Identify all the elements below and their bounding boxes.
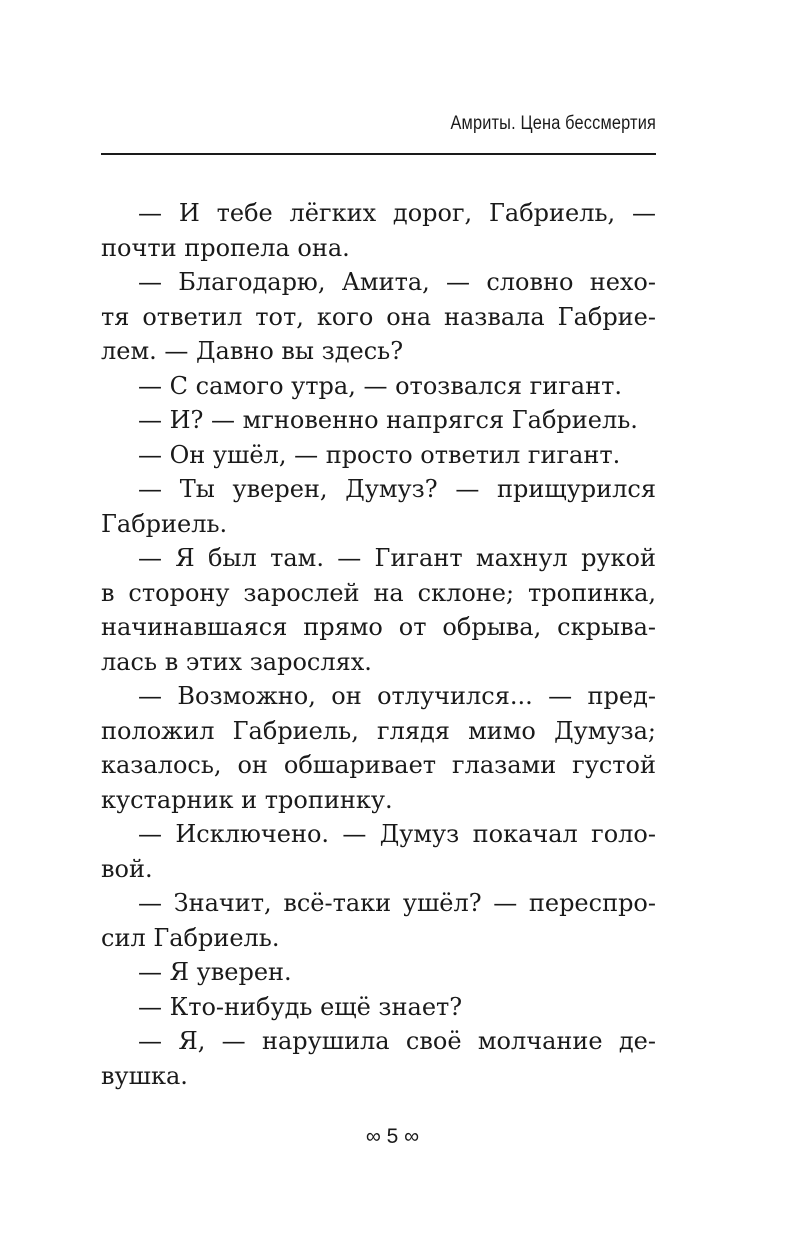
text-line: положил Габриель, глядя мимо Думуза; (101, 716, 656, 745)
text-line: — Возможно, он отлучился... — пред- (138, 682, 656, 710)
text-line: — С самого утра, — отозвался гигант. (138, 371, 622, 400)
text-line: почти пропела она. (101, 233, 350, 262)
header-rule (101, 153, 656, 155)
text-line: — Я был там. — Гигант махнул рукой (138, 544, 656, 572)
text-line: в сторону зарослей на склоне; тропинка, (101, 578, 656, 607)
text-line: — Он ушёл, — просто ответил гигант. (138, 440, 621, 469)
text-line: вой. (101, 854, 153, 883)
text-line: сил Габриель. (101, 923, 280, 952)
text-line: кустарник и тропинку. (101, 785, 393, 814)
text-line: — Благодарю, Амита, — словно нехо- (138, 268, 656, 296)
text-line: — Ты уверен, Думуз? — прищурился (138, 475, 656, 503)
text-line: начинавшаяся прямо от обрыва, скрыва- (101, 613, 656, 641)
text-line: — Я уверен. (138, 958, 292, 986)
body-text (101, 196, 656, 1093)
running-title: Амриты. Цена бессмертия (450, 113, 656, 134)
text-line: — Исключено. — Думуз покачал голо- (138, 820, 656, 848)
text-line: вушка. (101, 1061, 188, 1090)
text-line: Габриель. (101, 509, 228, 538)
text-line: лем. — Давно вы здесь? (101, 337, 404, 365)
text-line: лась в этих зарослях. (101, 647, 372, 676)
page-number: ∞ 5 ∞ (365, 1125, 420, 1148)
text-line: — Значит, всё-таки ушёл? — переспро- (138, 889, 656, 917)
text-line: — Кто-нибудь ещё знает? (138, 992, 463, 1021)
text-line: казалось, он обшаривает глазами густой (101, 751, 656, 779)
text-line: — Я, — нарушила своё молчание де- (138, 1027, 656, 1055)
text-line: — И тебе лёгких дорог, Габриель, — (138, 199, 656, 227)
text-line: тя ответил тот, кого она назвала Габрие- (101, 302, 656, 331)
text-line: — И? — мгновенно напрягся Габриель. (138, 406, 638, 434)
